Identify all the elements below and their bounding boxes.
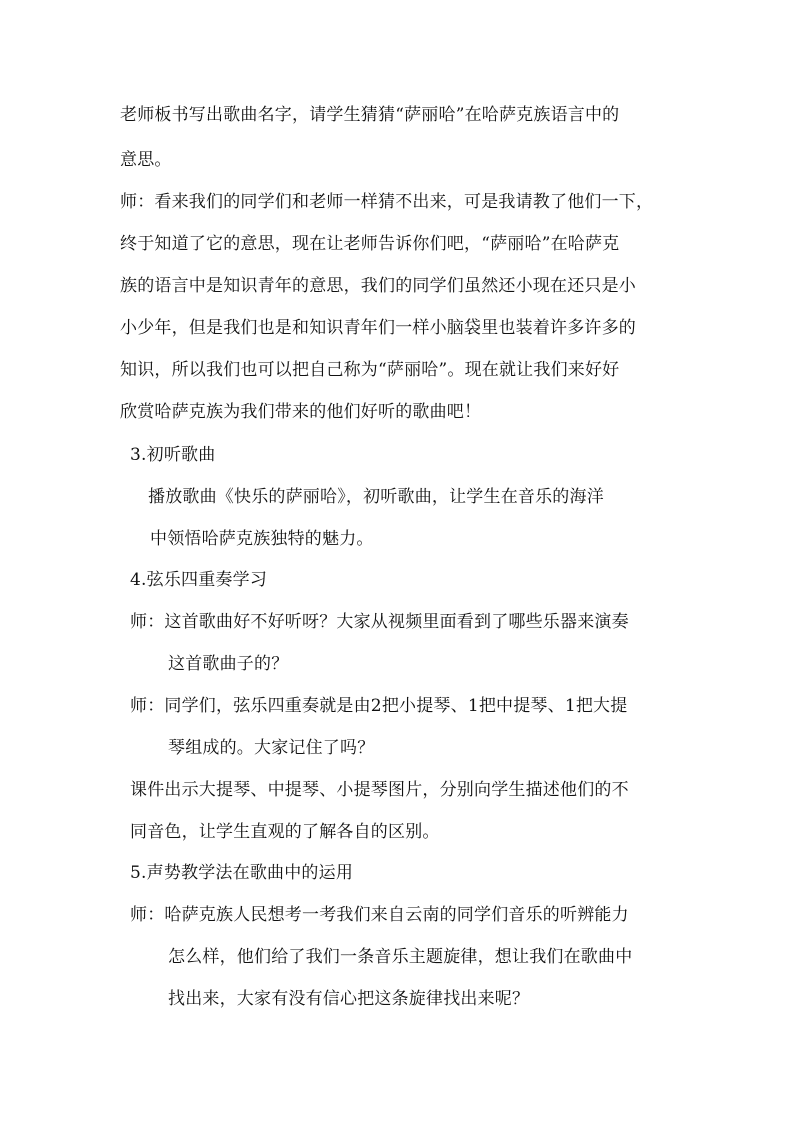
- text-line-20: 师：哈萨克族人民想考一考我们来自云南的同学们音乐的听辨能力: [130, 905, 629, 925]
- text-line-15: 师：同学们，弦乐四重奏就是由2把小提琴、1把中提琴、1把大提: [130, 696, 628, 716]
- text-line-1: 老师板书写出歌曲名字，请学生猜猜“萨丽哈”在哈萨克族语言中的: [120, 105, 620, 125]
- text-line-22: 找出来，大家有没有信心把这条旋律找出来呢？: [168, 989, 530, 1009]
- text-line-13: 师：这首歌曲好不好听呀？大家从视频里面看到了哪些乐器来演奏: [130, 612, 629, 632]
- section-heading-5: 5.声势教学法在歌曲中的运用: [130, 863, 354, 883]
- text-line-5: 族的语言中是知识青年的意思，我们的同学们虽然还小现在还只是小: [120, 276, 636, 296]
- text-line-11: 中领悟哈萨克族独特的魅力。: [150, 529, 374, 549]
- text-line-17: 课件出示大提琴、中提琴、小提琴图片，分别向学生描述他们的不: [130, 780, 629, 800]
- section-heading-3: 3.初听歌曲: [130, 445, 216, 465]
- text-line-16: 琴组成的。大家记住了吗？: [168, 738, 375, 758]
- text-line-7: 知识，所以我们也可以把自己称为“萨丽哈”。现在就让我们来好好: [120, 360, 620, 380]
- text-line-18: 同音色，让学生直观的了解各自的区别。: [130, 822, 440, 842]
- text-line-3: 师：看来我们的同学们和老师一样猜不出来，可是我请教了他们一下，: [120, 192, 654, 212]
- text-line-6: 小少年，但是我们也是和知识青年们一样小脑袋里也装着许多许多的: [120, 318, 636, 338]
- section-heading-4: 4.弦乐四重奏学习: [130, 570, 268, 590]
- text-line-21: 怎么样，他们给了我们一条音乐主题旋律，想让我们在歌曲中: [168, 947, 633, 967]
- text-line-10: 播放歌曲《快乐的萨丽哈》，初听歌曲，让学生在音乐的海洋: [148, 487, 604, 507]
- text-line-14: 这首歌曲子的？: [168, 654, 289, 674]
- text-line-4: 终于知道了它的意思，现在让老师告诉你们吧，“萨丽哈”在哈萨克: [120, 234, 620, 254]
- text-line-8: 欣赏哈萨克族为我们带来的他们好听的歌曲吧！: [120, 402, 482, 422]
- text-line-2: 意思。: [120, 150, 172, 170]
